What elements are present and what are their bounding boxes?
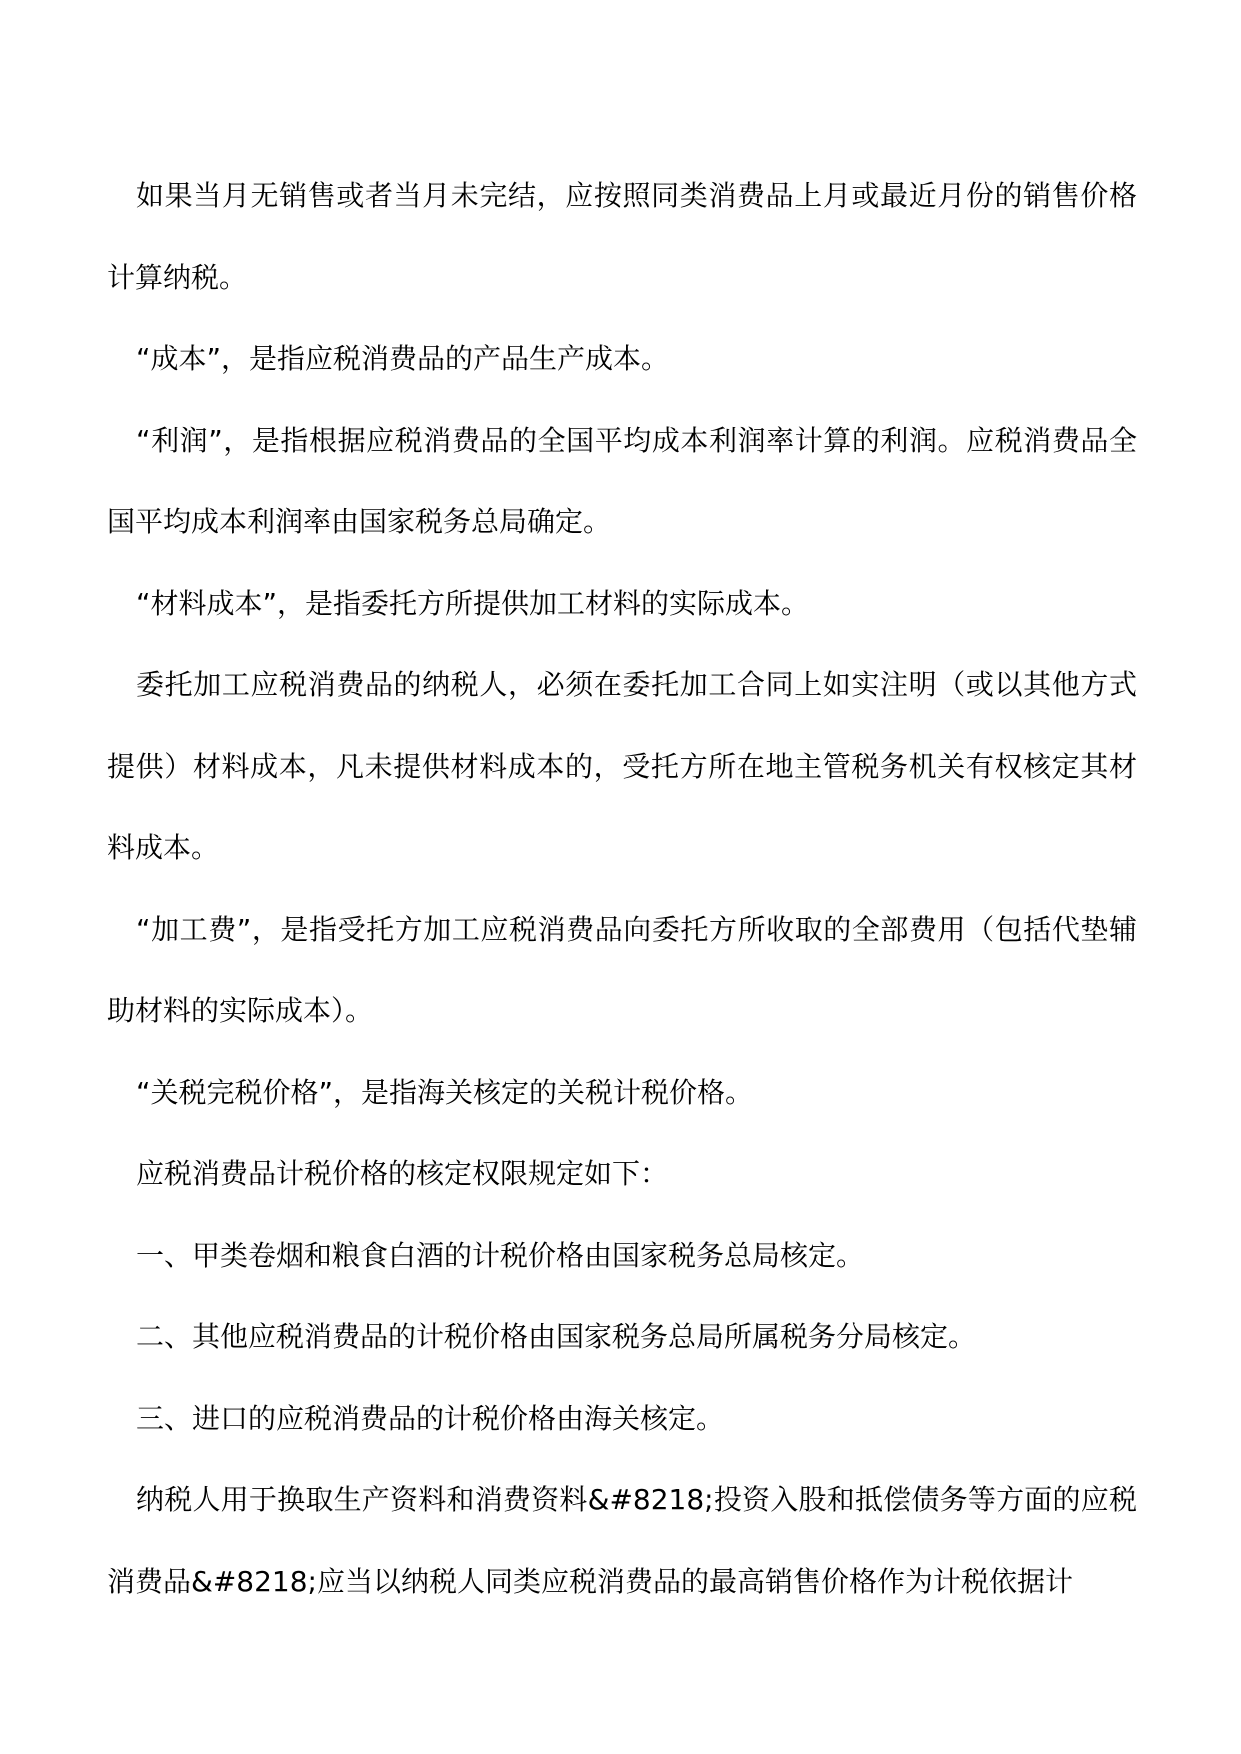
paragraph-4: “材料成本”，是指委托方所提供加工材料的实际成本。 [136,586,810,620]
paragraph-3: “利润”，是指根据应税消费品的全国平均成本利润率计算的利润。应税消费品全国平均成本利润率由国家税务总局确定。 [107,423,1137,538]
paragraph-6: “加工费”，是指受托方加工应税消费品向委托方所收取的全部费用（包括代垫辅助材料的实际成本）。 [107,912,1137,1027]
paragraph-11: 三、进口的应税消费品的计税价格由海关核定。 [136,1401,725,1435]
paragraph-5: 委托加工应税消费品的纳税人，必须在委托加工合同上如实注明（或以其他方式提供）材料成本，凡未提供材料成本的，受托方所在地主管税务机关有权核定其材料成本。 [107,668,1137,864]
paragraph-2: “成本”，是指应税消费品的产品生产成本。 [136,342,670,375]
paragraph-9: 一、甲类卷烟和粮食白酒的计税价格由国家税务总局核定。 [136,1238,865,1272]
paragraph-12: 纳税人用于换取生产资料和消费资料&#8218;投资入股和抵偿债务等方面的应税消费品&#8218;应当以纳税人同类应税消费品的最高销售价格作为计税依据计 [107,1483,1137,1598]
paragraph-10: 二、其他应税消费品的计税价格由国家税务总局所属税务分局核定。 [136,1320,977,1353]
document-body [107,155,1137,1622]
paragraph-1: 如果当月无销售或者当月未完结，应按照同类消费品上月或最近月份的销售价格计算纳税。 [107,179,1137,294]
paragraph-8: 应税消费品计税价格的核定权限规定如下： [136,1157,669,1190]
paragraph-7: “关税完税价格”，是指海关核定的关税计税价格。 [136,1075,754,1109]
